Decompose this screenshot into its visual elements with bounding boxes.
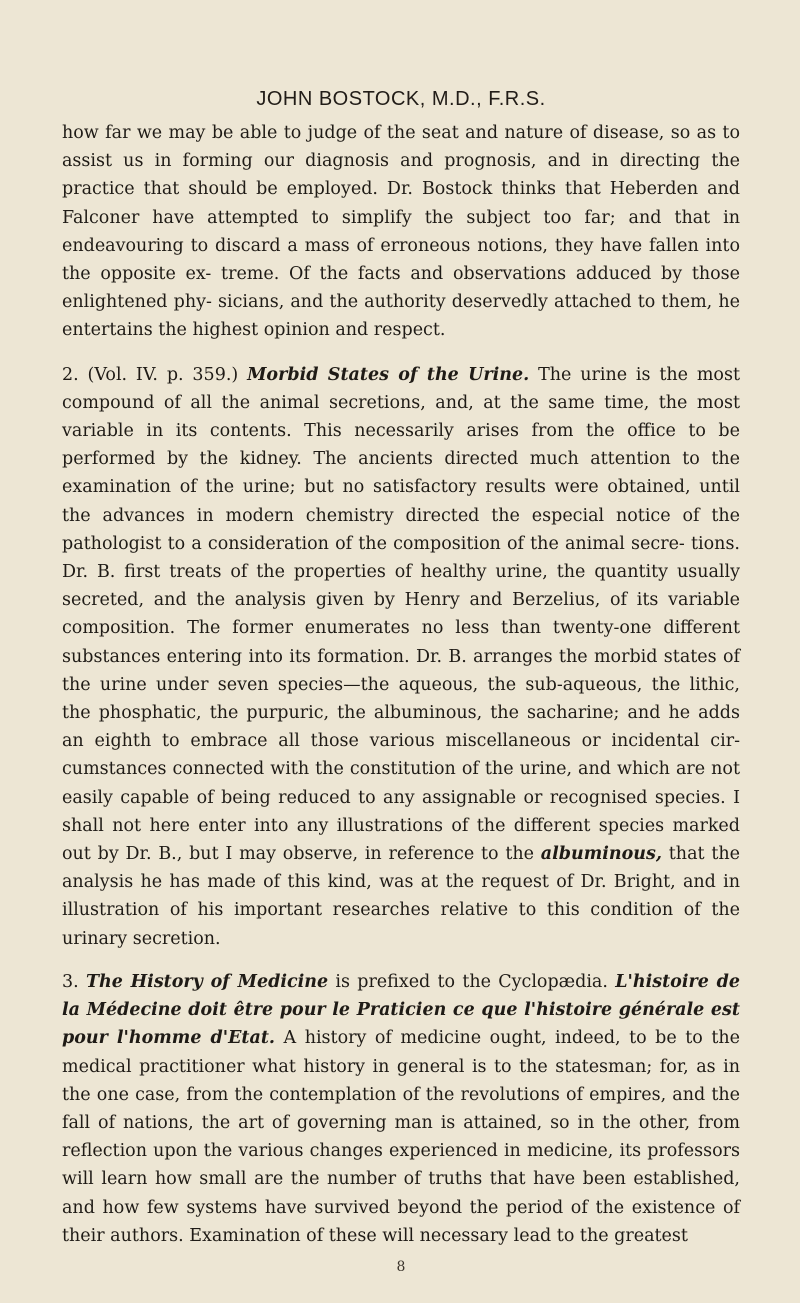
section-number: 3.	[62, 971, 79, 992]
paragraph-2-text-b: that the analysis he has made of this kind, was at the request of Dr. Bright, and in illustration of his important researches relative to this condition of the urinary secretion.	[62, 844, 740, 949]
albuminous-term: albuminous,	[540, 844, 662, 865]
paragraph-3-text-b: A history of medicine ought, indeed, to be to the medical practitioner what history in general is to the statesman; for, as in the one case, from the contemplation of the revolutions of empires, and the fall of nations, the art of governing man is attained, so in the other, from reflection upon the various changes experienced in medicine, its professors will learn how small are the number of truths that have been established, and how few systems have survived beyond the period of the existence of their authors. Examination of these will necessary lead to the greatest	[62, 1028, 740, 1246]
french-quote: L'histoire de la Médecine doit être pour le Praticien ce que l'histoire générale est pour l'homme d'Etat.	[62, 971, 740, 1049]
section-title: Morbid States of the Urine.	[247, 364, 530, 385]
volume-reference: (Vol. IV. p. 359.)	[87, 364, 239, 385]
page-number: 8	[396, 1258, 406, 1275]
section-title: The History of Medicine	[85, 971, 329, 992]
paragraph-1: how far we may be able to judge of the seat and nature of disease, so as to assist us in forming our diagnosis and prognosis, and in directing the practice that should be employed. Dr. Bostock thinks that Heberden and Falconer have attempted to simplify the subject too far; and that in endeavouring to discard a mass of erroneous notions, they have fallen into the opposite ex- treme. Of the facts and observations adduced by those enlightened phy- sicians, and the authority deservedly attached to them, he entertains the highest opinion and respect.	[62, 123, 740, 341]
running-head: JOHN BOSTOCK, M.D., F.R.S.	[256, 88, 546, 110]
paragraph-3-text-a: is prefixed to the Cyclopædia.	[335, 971, 608, 992]
paragraph-2	[62, 361, 740, 953]
section-number: 2.	[62, 364, 79, 385]
paragraph-2-text-a: The urine is the most compound of all the animal secretions, and, at the same time, the most variable in its contents. This necessarily arises from the office to be performed by the kidney. The ancients directed much attention to the examination of the urine; but no satisfactory results were obtained, until the advances in modern chemistry directed the especial notice of the pathologist to a consideration of the composition of the animal secre- tions. Dr. B. first treats of the properties of healthy urine, the quantity usually secreted, and the analysis given by Henry and Berzelius, of its variable composition. The former enumerates no less than twenty-one different substances entering into its formation. Dr. B. arranges the morbid states of the urine under seven species—the aqueous, the sub-aqueous, the lithic, the phosphatic, the purpuric, the albuminous, the sacharine; and he adds an eighth to embrace all those various miscellaneous or incidental cir- cumstances connected with the constitution of the urine, and which are not easily capable of being reduced to any assignable or recognised species. I shall not here enter into any illustrations of the different species marked out by Dr. B., but I may observe, in reference to the	[62, 364, 740, 865]
paragraph-3	[62, 968, 740, 1250]
